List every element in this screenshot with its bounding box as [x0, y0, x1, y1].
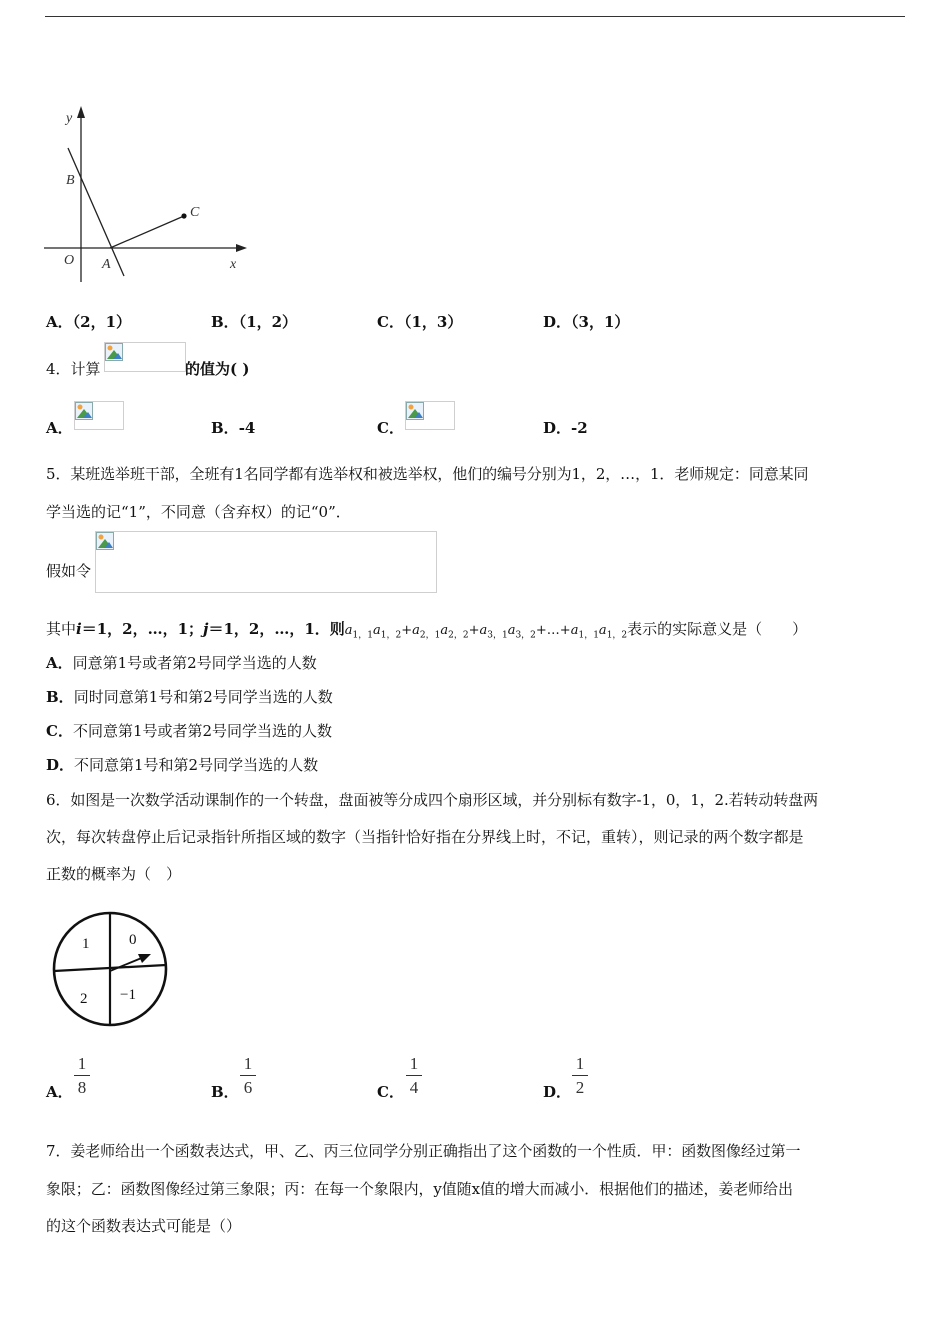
q5-line-1: 5．某班选举班干部，全班有1名同学都有选举权和被选举权，他们的编号分别为1，2，…，1．老师规定：同意某同: [46, 465, 809, 483]
q5-sum-expression: $a_{1,1}a_{1,2}+a_{2,1}a_{2,2}+a_{3,1}a_{3,2}+\dots+a_{1,1}a_{1,2}$: [344, 623, 628, 641]
q5-assume: 假如令: [46, 562, 92, 580]
q6-line-3: 正数的概率为（ ）: [46, 865, 182, 883]
q4-option-d[interactable]: D．-2: [543, 419, 588, 437]
point-c: [181, 213, 186, 218]
q6-line-1: 6．如图是一次数学活动课制作的一个转盘，盘面被等分成四个扇形区域，并分别标有数字-1，0，1，2.若转动转盘两: [46, 791, 819, 809]
q5-option-a[interactable]: A．同意第1号或者第2号同学当选的人数: [46, 654, 317, 672]
q6-option-c-label[interactable]: C．: [377, 1083, 404, 1101]
svg-text:0: 0: [129, 932, 137, 948]
q6-option-c-fraction: 1 4: [406, 1055, 422, 1097]
svg-text:1: 1: [82, 936, 90, 952]
q5-option-d[interactable]: D．不同意第1号和第2号同学当选的人数: [46, 756, 319, 774]
point-b-label: B: [66, 173, 75, 188]
q6-option-a-fraction: 1 8: [74, 1055, 90, 1097]
q5-matrix-image: [95, 531, 437, 593]
segment-ac: [110, 216, 184, 248]
q4-prefix: 4．计算: [46, 360, 101, 378]
x-axis-arrow-icon: [236, 244, 247, 252]
q7-line-2: 象限；乙：函数图像经过第三象限；丙：在每一个象限内，y值随x值的增大而减小．根据他们的描述，姜老师给出: [46, 1180, 793, 1198]
q6-option-a-label[interactable]: A．: [46, 1083, 73, 1101]
q6-option-b-label[interactable]: B．: [211, 1083, 239, 1101]
q5-option-c[interactable]: C．不同意第1号或者第2号同学当选的人数: [46, 722, 333, 740]
q7-line-3: 的这个函数表达式可能是（）: [46, 1217, 242, 1235]
broken-image-icon: [96, 532, 114, 550]
spinner-pointer: [110, 957, 144, 971]
q4-option-c[interactable]: C．: [377, 419, 404, 437]
q3-option-a[interactable]: A．（2，1）: [46, 313, 132, 331]
broken-image-icon: [105, 343, 123, 361]
line-ab: [68, 148, 124, 276]
q4-expression-image: [104, 342, 186, 372]
q4-option-b[interactable]: B．-4: [211, 419, 256, 437]
q5-condition: 其中i＝1，2，…，1；j＝1，2，…，1．则$a_{1,1}a_{1,2}+a_{2,1}a_{2,2}+a_{3,1}a_{3,2}+\dots+a_{1,1}a_{1,2}$表示的实际意义是（ ）: [46, 620, 808, 641]
point-c-label: C: [190, 205, 200, 220]
point-a-label: A: [102, 257, 111, 272]
q4-option-a-image: [74, 401, 124, 430]
q6-option-d-label[interactable]: D．: [543, 1083, 572, 1101]
x-label: x: [230, 257, 237, 272]
svg-text:2: 2: [80, 991, 88, 1007]
y-label: y: [66, 111, 73, 126]
y-axis-arrow-icon: [77, 106, 85, 118]
q4-suffix: 的值为( ): [185, 360, 250, 378]
q4-option-a[interactable]: A．: [46, 419, 73, 437]
q4-option-c-image: [405, 401, 455, 430]
header-rule: [45, 16, 905, 17]
q6-option-d-fraction: 1 2: [572, 1055, 588, 1097]
q5-line-2: 学当选的记“1”，不同意（含弃权）的记“0”．: [46, 503, 351, 521]
q3-option-c[interactable]: C．（1，3）: [377, 313, 463, 331]
origin-label: O: [64, 253, 75, 268]
broken-image-icon: [75, 402, 93, 420]
svg-text:−1: −1: [120, 987, 136, 1003]
q3-option-d[interactable]: D．（3，1）: [543, 313, 630, 331]
q6-option-b-fraction: 1 6: [240, 1055, 256, 1097]
q6-line-2: 次，每次转盘停止后记录指针所指区域的数字（当指针恰好指在分界线上时，不记，重转），则记录的两个数字都是: [46, 828, 804, 846]
q3-option-b[interactable]: B．（1，2）: [211, 313, 298, 331]
broken-image-icon: [406, 402, 424, 420]
q3-coordinate-graph: [44, 100, 254, 285]
q5-option-b[interactable]: B．同时同意第1号和第2号同学当选的人数: [46, 688, 333, 706]
q7-line-1: 7．姜老师给出一个函数表达式，甲、乙、丙三位同学分别正确指出了这个函数的一个性质．甲：函数图像经过第一: [46, 1142, 801, 1160]
q6-spinner: [50, 908, 172, 1030]
